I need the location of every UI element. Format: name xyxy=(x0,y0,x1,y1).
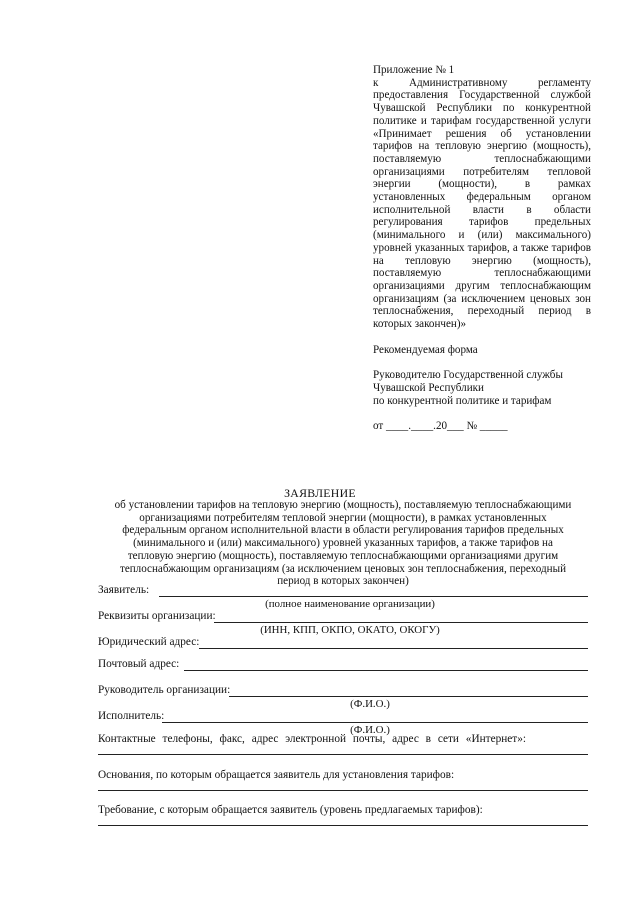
request-label: Требование, с которым обращается заявитель (уровень предлагаемых тарифов): xyxy=(98,804,483,816)
addressee-line: Чувашской Республики xyxy=(373,382,484,395)
statement-subtitle: об установлении тарифов на тепловую энергию (мощность), поставляемую теплоснабжающими организациями потребителям тепловой энергии (мощности), в рамках установленных федеральным органом исполнительной власти в области регулирования тарифов предельных (минимального и (или) максимального) уровней указанных тарифов, а также тарифов на тепловую энергию (мощность), поставляемую теплоснабжающими организациями другим теплоснабжающим организациям (за исключением ценовых зон теплоснабжения, переходный период в которых закончен) xyxy=(114,499,572,588)
applicant-hint: (полное наименование организации) xyxy=(265,598,435,610)
request-line[interactable] xyxy=(98,825,588,826)
appendix-block xyxy=(373,64,591,432)
addressee-line: Руководителю Государственной службы xyxy=(373,369,563,382)
grounds-line[interactable] xyxy=(98,790,588,791)
postal-address-label: Почтовый адрес: xyxy=(98,658,180,670)
head-hint: (Ф.И.О.) xyxy=(350,698,390,710)
requisites-label: Реквизиты организации: xyxy=(98,610,216,622)
grounds-label: Основания, по которым обращается заявитель для установления тарифов: xyxy=(98,769,455,781)
recommended-form-label: Рекомендуемая форма xyxy=(373,343,478,356)
appendix-title: Приложение № 1 xyxy=(373,64,455,76)
legal-address-line[interactable] xyxy=(199,648,588,649)
contacts-label: Контактные телефоны, факс, адрес электронной почты, адрес в сети «Интернет»: xyxy=(98,733,527,745)
appendix-body: к Административному регламенту предоставления Государственной службой Чувашской Республики по конкурентной политике и тарифам государственной услуги «Принимает решения об установлении тарифов на тепловую энергию (мощность), поставляемую теплоснабжающими организациями потребителям тепловой энергии (мощности), в рамках установленных федеральным органом исполнительной власти в области регулирования тарифов предельных (минимального и (или) максимального) уровней указанных тарифов, а также тарифов на тепловую энергию (мощность), поставляемую теплоснабжающими организациями другим теплоснабжающим организациям (за исключением ценовых зон теплоснабжения, переходный период в которых закончен)» xyxy=(373,76,591,331)
head-line[interactable] xyxy=(229,696,588,697)
applicant-line[interactable] xyxy=(159,596,588,597)
addressee-block xyxy=(373,369,591,407)
executor-label: Исполнитель: xyxy=(98,710,165,722)
requisites-hint: (ИНН, КПП, ОКПО, ОКАТО, ОКОГУ) xyxy=(260,624,440,636)
legal-address-label: Юридический адрес: xyxy=(98,636,200,648)
addressee-line: по конкурентной политике и тарифам xyxy=(373,394,552,407)
executor-hint: (Ф.И.О.) xyxy=(350,724,390,736)
date-number-line: от ____.____.20___ № _____ xyxy=(373,419,508,432)
statement-title: ЗАЯВЛЕНИЕ xyxy=(284,486,356,500)
requisites-line[interactable] xyxy=(214,622,588,623)
applicant-label: Заявитель: xyxy=(98,584,150,596)
head-label: Руководитель организации: xyxy=(98,684,231,696)
postal-address-line[interactable] xyxy=(184,670,588,671)
contacts-line[interactable] xyxy=(98,754,588,755)
executor-line[interactable] xyxy=(162,722,588,723)
